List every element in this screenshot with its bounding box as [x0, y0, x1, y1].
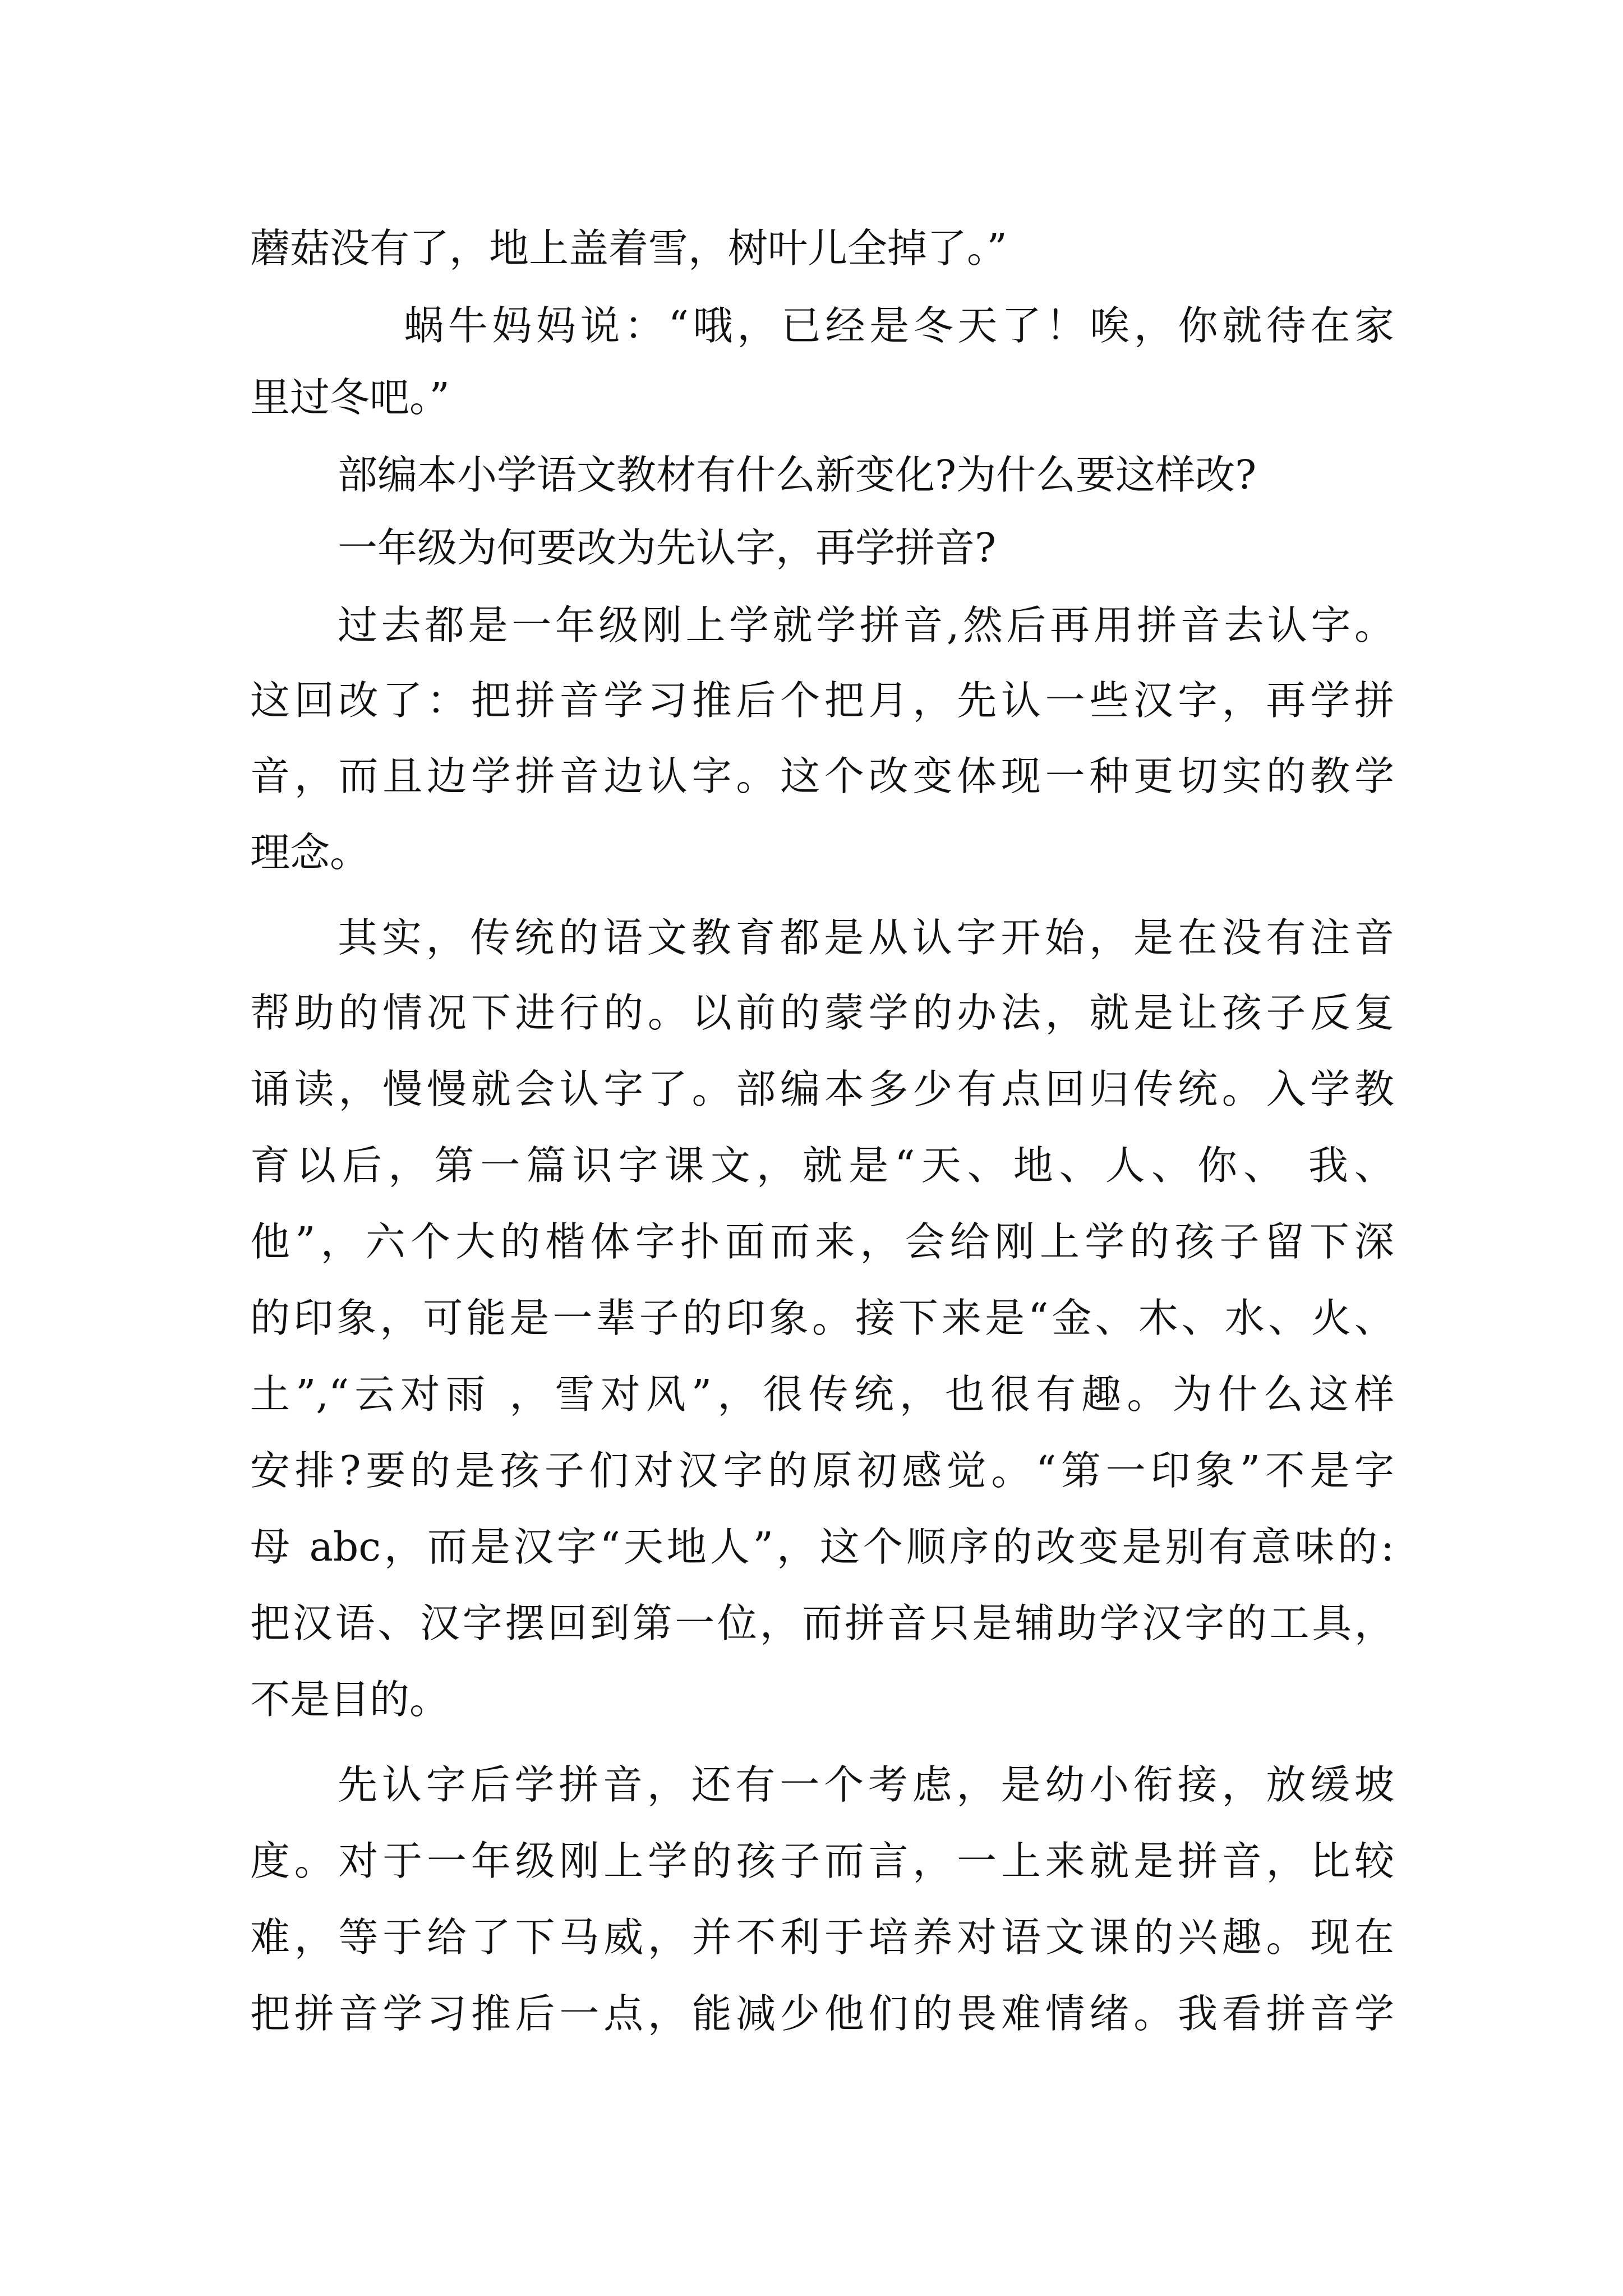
text-line: 母 abc，而是汉字“天地人”，这个顺序的改变是别有意味的: [250, 1524, 1394, 1570]
text-line: 过去都是一年级刚上学就学拼音,然后再用拼音去认字。 [338, 602, 1394, 648]
text-line: 难，等于给了下马威，并不利于培养对语文课的兴趣。现在 [250, 1914, 1394, 1961]
text-line: 其实，传统的语文教育都是从认字开始，是在没有注音 [338, 914, 1394, 961]
text-line: 把汉语、汉字摆回到第一位，而拼音只是辅助学汉字的工具， [250, 1600, 1394, 1646]
text-line: 育以后，第一篇识字课文，就是“天、地、人、你、 我、 [250, 1142, 1394, 1189]
text-line: 帮助的情况下进行的。以前的蒙学的办法，就是让孩子反复 [250, 990, 1394, 1036]
text-line: 这回改了：把拼音学习推后个把月，先认一些汉字，再学拼 [250, 677, 1394, 724]
text-line: 诵读，慢慢就会认字了。部编本多少有点回归传统。入学教 [250, 1066, 1394, 1112]
text-line: 音，而且边学拼音边认字。这个改变体现一种更切实的教学 [250, 753, 1394, 799]
text-line: 土”,“云对雨 ，雪对风”，很传统，也很有趣。为什么这样 [250, 1371, 1394, 1418]
text-line: 理念。 [250, 829, 370, 876]
text-line: 他”，六个大的楷体字扑面而来，会给刚上学的孩子留下深 [250, 1218, 1394, 1265]
text-line: 里过冬吧。” [250, 374, 450, 421]
text-line: 度。对于一年级刚上学的孩子而言，一上来就是拼音，比较 [250, 1838, 1394, 1884]
text-line: 安排?要的是孩子们对汉字的原初感觉。“第一印象”不是字 [250, 1447, 1394, 1494]
text-line: 不是目的。 [250, 1676, 450, 1723]
text-line: 把拼音学习推后一点，能减少他们的畏难情绪。我看拼音学 [250, 1990, 1394, 2037]
text-line: 蜗牛妈妈说：“哦，已经是冬天了！唉，你就待在家 [404, 302, 1394, 349]
text-line: 一年级为何要改为先认字，再学拼音? [338, 524, 997, 571]
text-line: 先认字后学拼音，还有一个考虑，是幼小衔接，放缓坡 [338, 1761, 1394, 1808]
text-line: 部编本小学语文教材有什么新变化?为什么要这样改? [338, 452, 1257, 498]
text-line: 蘑菇没有了，地上盖着雪，树叶儿全掉了。” [250, 225, 1007, 272]
text-line: 的印象，可能是一辈子的印象。接下来是“金、木、水、火、 [250, 1295, 1394, 1341]
